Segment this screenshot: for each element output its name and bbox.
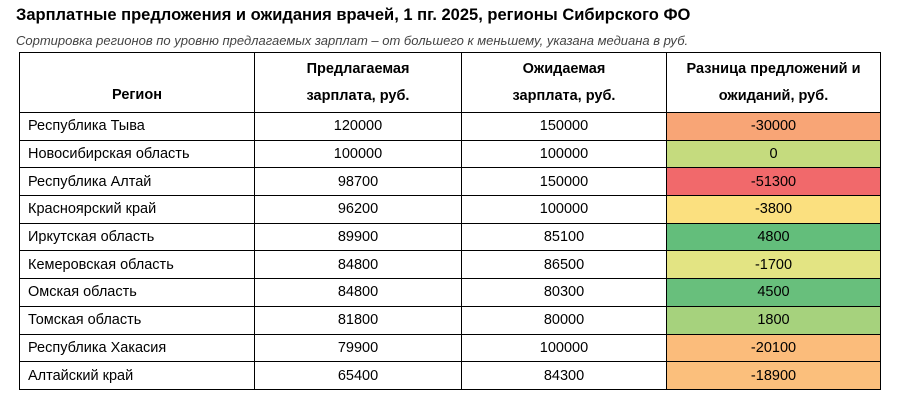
expected-cell: 80000 bbox=[462, 306, 667, 334]
diff-cell: 4500 bbox=[667, 279, 881, 307]
header-offered bbox=[255, 53, 462, 113]
header-expected-line1: Ожидаемая bbox=[522, 60, 606, 77]
page-title: Зарплатные предложения и ожидания врачей, 1 пг. 2025, регионы Сибирского ФО bbox=[16, 6, 691, 24]
region-cell: Республика Алтай bbox=[20, 168, 255, 196]
offered-cell: 84800 bbox=[255, 251, 462, 279]
offered-cell: 79900 bbox=[255, 334, 462, 362]
offered-cell: 96200 bbox=[255, 196, 462, 224]
page-subtitle: Сортировка регионов по уровню предлагаемых зарплат – от большего к меньшему, указана медиана в руб. bbox=[16, 33, 689, 48]
region-cell: Республика Тыва bbox=[20, 113, 255, 141]
diff-cell: -1700 bbox=[667, 251, 881, 279]
salary-table bbox=[19, 52, 881, 390]
region-cell: Алтайский край bbox=[20, 362, 255, 390]
region-cell: Кемеровская область bbox=[20, 251, 255, 279]
diff-cell: -3800 bbox=[667, 196, 881, 224]
header-expected bbox=[462, 53, 667, 113]
table-row bbox=[20, 306, 881, 334]
expected-cell: 100000 bbox=[462, 334, 667, 362]
offered-cell: 100000 bbox=[255, 140, 462, 168]
diff-cell: 1800 bbox=[667, 306, 881, 334]
table-row bbox=[20, 113, 881, 141]
header-diff-line2: ожиданий, руб. bbox=[718, 87, 829, 104]
region-cell: Республика Хакасия bbox=[20, 334, 255, 362]
diff-cell: -51300 bbox=[667, 168, 881, 196]
expected-cell: 100000 bbox=[462, 140, 667, 168]
table-row bbox=[20, 196, 881, 224]
diff-cell: -30000 bbox=[667, 113, 881, 141]
header-diff-line1: Разница предложений и bbox=[686, 60, 861, 77]
table-row bbox=[20, 251, 881, 279]
table-row bbox=[20, 168, 881, 196]
diff-cell: -20100 bbox=[667, 334, 881, 362]
diff-cell: 4800 bbox=[667, 223, 881, 251]
table-row bbox=[20, 223, 881, 251]
expected-cell: 150000 bbox=[462, 113, 667, 141]
offered-cell: 98700 bbox=[255, 168, 462, 196]
region-cell: Иркутская область bbox=[20, 223, 255, 251]
header-region: Регион bbox=[20, 53, 255, 113]
offered-cell: 89900 bbox=[255, 223, 462, 251]
header-offered-line1: Предлагаемая bbox=[306, 60, 410, 77]
expected-cell: 86500 bbox=[462, 251, 667, 279]
table-row bbox=[20, 334, 881, 362]
expected-cell: 80300 bbox=[462, 279, 667, 307]
table-row bbox=[20, 362, 881, 390]
region-cell: Томская область bbox=[20, 306, 255, 334]
table-row bbox=[20, 279, 881, 307]
offered-cell: 81800 bbox=[255, 306, 462, 334]
diff-cell: 0 bbox=[667, 140, 881, 168]
header-diff bbox=[667, 53, 881, 113]
offered-cell: 65400 bbox=[255, 362, 462, 390]
region-cell: Красноярский край bbox=[20, 196, 255, 224]
expected-cell: 100000 bbox=[462, 196, 667, 224]
region-cell: Новосибирская область bbox=[20, 140, 255, 168]
header-expected-line2: зарплата, руб. bbox=[512, 87, 616, 104]
region-cell: Омская область bbox=[20, 279, 255, 307]
expected-cell: 84300 bbox=[462, 362, 667, 390]
offered-cell: 120000 bbox=[255, 113, 462, 141]
header-offered-line2: зарплата, руб. bbox=[306, 87, 410, 104]
expected-cell: 85100 bbox=[462, 223, 667, 251]
diff-cell: -18900 bbox=[667, 362, 881, 390]
header-row bbox=[20, 53, 881, 113]
offered-cell: 84800 bbox=[255, 279, 462, 307]
expected-cell: 150000 bbox=[462, 168, 667, 196]
table-row bbox=[20, 140, 881, 168]
